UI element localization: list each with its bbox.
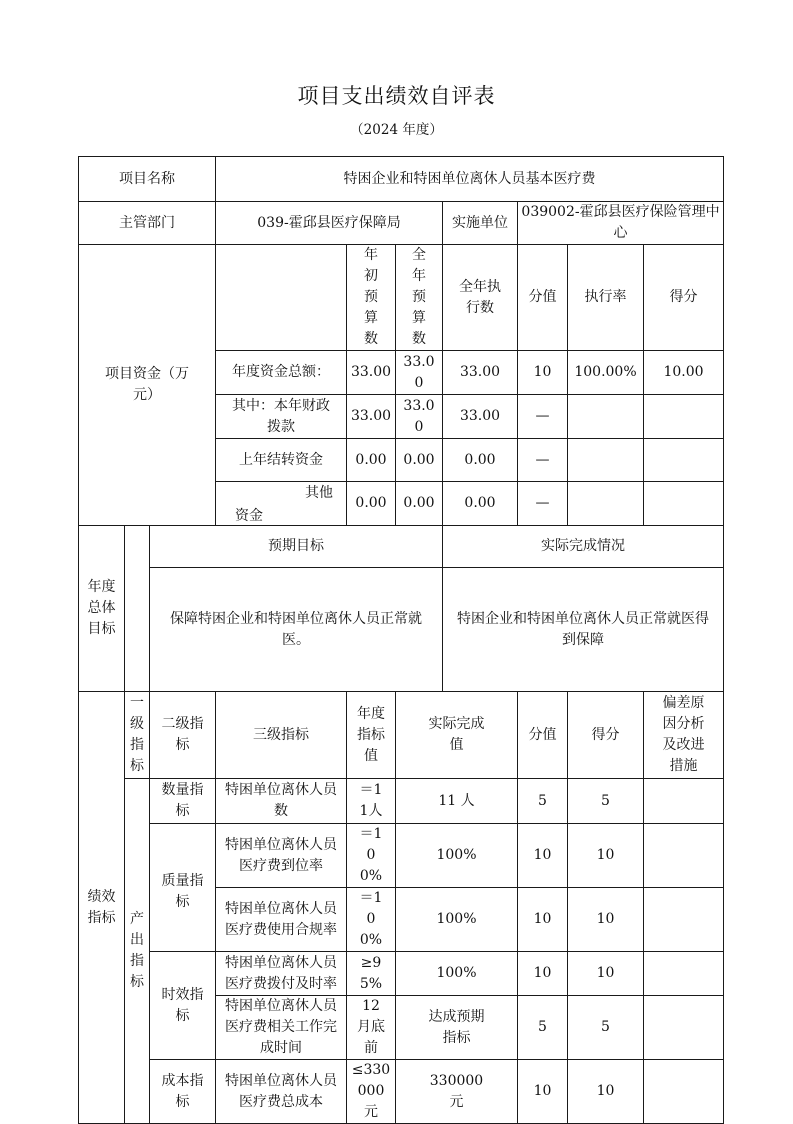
annual-goal-spacer <box>125 526 150 692</box>
indicator-actual: 达成预期指标 <box>396 996 518 1060</box>
indicator-score: 10 <box>568 952 644 996</box>
indicator-score-value: 10 <box>518 888 568 952</box>
indicator-deviation <box>644 1060 724 1124</box>
indicator-score-value: 10 <box>518 1060 568 1124</box>
indicator-name: 特困单位离休人员数 <box>216 779 347 824</box>
funds-total-full: 33.00 <box>396 351 443 395</box>
indicator-score: 10 <box>568 888 644 952</box>
funds-fiscal-initial: 33.00 <box>347 395 396 439</box>
score-value-header: 分值 <box>518 245 568 351</box>
table-row <box>79 824 724 888</box>
level3-header: 三级指标 <box>216 692 347 779</box>
indicator-score-value: 5 <box>518 996 568 1060</box>
funds-fiscal-score-value: — <box>518 395 568 439</box>
deviation-header: 偏差原因分析及改进措施 <box>644 692 724 779</box>
performance-label: 绩效指标 <box>79 692 125 1124</box>
annual-goal-header-row <box>79 526 724 568</box>
funds-total-score-value: 10 <box>518 351 568 395</box>
indicator-target: ＝100% <box>347 824 396 888</box>
indicator-score-value: 10 <box>518 952 568 996</box>
expected-goal-header: 预期目标 <box>150 526 443 568</box>
project-name-label: 项目名称 <box>79 157 216 202</box>
funds-fiscal-full: 33.00 <box>396 395 443 439</box>
indicator-score: 5 <box>568 996 644 1060</box>
level1-header: 一级指标 <box>125 692 150 779</box>
indicator-target: 12 月底前 <box>347 996 396 1060</box>
funds-other-full: 0.00 <box>396 482 443 526</box>
funds-other-initial: 0.00 <box>347 482 396 526</box>
indicator-score: 10 <box>568 1060 644 1124</box>
funds-other-label-a: 其他 <box>305 484 333 501</box>
indicator-deviation <box>644 779 724 824</box>
department-row <box>79 202 724 245</box>
funds-carryover-label: 上年结转资金 <box>216 439 347 482</box>
funds-carryover-score <box>644 439 724 482</box>
budget-full-header: 全年预算数 <box>396 245 443 351</box>
funds-header-blank <box>216 245 347 351</box>
funds-other-score-value: — <box>518 482 568 526</box>
indicator-deviation <box>644 824 724 888</box>
funds-fiscal-label: 其中：本年财政拨款 <box>216 395 347 439</box>
indicator-deviation <box>644 888 724 952</box>
performance-header-row <box>79 692 724 779</box>
budget-initial-header: 年初预算数 <box>347 245 396 351</box>
level1-output: 产出指标 <box>125 779 150 1124</box>
group-timeliness: 时效指标 <box>150 952 216 1060</box>
dept-label: 主管部门 <box>79 202 216 245</box>
funds-carryover-score-value: — <box>518 439 568 482</box>
indicator-actual: 100% <box>396 824 518 888</box>
funds-carryover-full: 0.00 <box>396 439 443 482</box>
exec-rate-header: 执行率 <box>568 245 644 351</box>
impl-unit-value: 039002-霍邱县医疗保险管理中心 <box>518 202 724 245</box>
indicator-actual: 100% <box>396 888 518 952</box>
indicator-score: 10 <box>568 824 644 888</box>
group-quantity: 数量指标 <box>150 779 216 824</box>
table-row <box>79 1060 724 1124</box>
score-header: 得分 <box>644 245 724 351</box>
indicator-name: 特困单位离休人员医疗费拨付及时率 <box>216 952 347 996</box>
perf-score-header: 得分 <box>568 692 644 779</box>
funds-total-executed: 33.00 <box>443 351 518 395</box>
group-cost: 成本指标 <box>150 1060 216 1124</box>
funds-other-score <box>644 482 724 526</box>
funds-carryover-initial: 0.00 <box>347 439 396 482</box>
funds-label: 项目资金（万元） <box>79 245 216 526</box>
funds-carryover-exec-rate <box>568 439 644 482</box>
indicator-deviation <box>644 952 724 996</box>
indicator-name: 特困单位离休人员医疗费相关工作完成时间 <box>216 996 347 1060</box>
funds-other-executed: 0.00 <box>443 482 518 526</box>
impl-unit-label: 实施单位 <box>443 202 518 245</box>
funds-total-label: 年度资金总额： <box>216 351 347 395</box>
indicator-name: 特困单位离休人员医疗费使用合规率 <box>216 888 347 952</box>
executed-header: 全年执行数 <box>443 245 518 351</box>
indicator-deviation <box>644 996 724 1060</box>
indicator-target: ＝11人 <box>347 779 396 824</box>
table-row <box>79 779 724 824</box>
funds-fiscal-score <box>644 395 724 439</box>
annual-goal-content-row <box>79 568 724 692</box>
page-title: 项目支出绩效自评表 <box>297 84 496 108</box>
expected-goal-text: 保障特困企业和特困单位离休人员正常就医。 <box>150 568 443 692</box>
funds-fiscal-exec-rate <box>568 395 644 439</box>
evaluation-table <box>78 156 724 1124</box>
funds-other-label <box>216 482 347 526</box>
annual-goal-label: 年度总体目标 <box>79 526 125 692</box>
level2-header: 二级指标 <box>150 692 216 779</box>
indicator-name: 特困单位离休人员医疗费总成本 <box>216 1060 347 1124</box>
indicator-actual: 11 人 <box>396 779 518 824</box>
indicator-target: ≥95% <box>347 952 396 996</box>
project-name-row <box>79 157 724 202</box>
indicator-name: 特困单位离休人员医疗费到位率 <box>216 824 347 888</box>
funds-other-label-b: 资金 <box>235 507 263 524</box>
funds-total-exec-rate: 100.00% <box>568 351 644 395</box>
funds-carryover-executed: 0.00 <box>443 439 518 482</box>
funds-total-score: 10.00 <box>644 351 724 395</box>
target-header: 年度指标值 <box>347 692 396 779</box>
funds-total-initial: 33.00 <box>347 351 396 395</box>
perf-score-value-header: 分值 <box>518 692 568 779</box>
dept-value: 039-霍邱县医疗保障局 <box>216 202 443 245</box>
actual-goal-header: 实际完成情况 <box>443 526 724 568</box>
funds-other-exec-rate <box>568 482 644 526</box>
project-name-value: 特困企业和特困单位离休人员基本医疗费 <box>216 157 724 202</box>
indicator-score-value: 10 <box>518 824 568 888</box>
funds-header-row <box>79 245 724 351</box>
indicator-actual: 100% <box>396 952 518 996</box>
table-row <box>79 952 724 996</box>
indicator-score: 5 <box>568 779 644 824</box>
indicator-actual: 330000元 <box>396 1060 518 1124</box>
funds-fiscal-executed: 33.00 <box>443 395 518 439</box>
indicator-target: ≤330000元 <box>347 1060 396 1124</box>
actual-goal-text: 特困企业和特困单位离休人员正常就医得到保障 <box>443 568 724 692</box>
group-quality: 质量指标 <box>150 824 216 952</box>
page-subtitle: （2024 年度） <box>350 122 443 138</box>
indicator-target: ＝100% <box>347 888 396 952</box>
indicator-score-value: 5 <box>518 779 568 824</box>
actual-value-header: 实际完成值 <box>396 692 518 779</box>
